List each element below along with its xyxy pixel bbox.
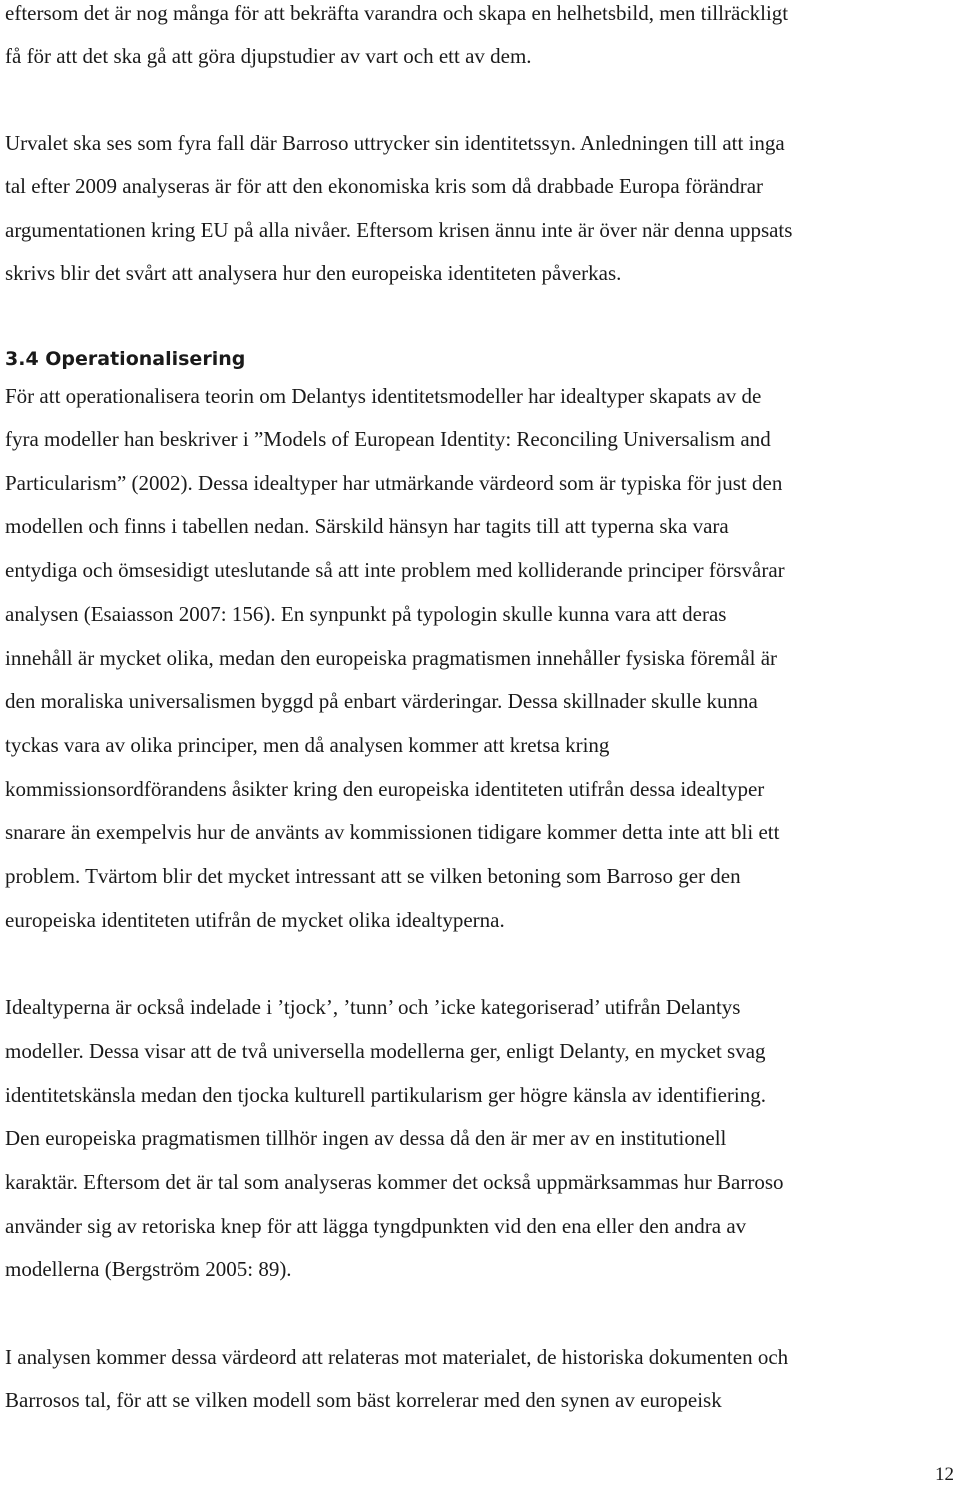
body-line: innehåll är mycket olika, medan den europeiska pragmatismen innehåller fysiska föremål är	[5, 646, 778, 670]
body-line: Particularism” (2002). Dessa idealtyper har utmärkande värdeord som är typiska för just den	[5, 471, 783, 495]
body-line: problem. Tvärtom blir det mycket intressant att se vilken betoning som Barroso ger den	[5, 864, 741, 888]
body-line: identitetskänsla medan den tjocka kulturell partikularism ger högre känsla av identifiering.	[5, 1083, 767, 1107]
section-heading: 3.4 Operationalisering	[5, 348, 246, 370]
body-line: använder sig av retoriska knep för att lägga tyngdpunkten vid den ena eller den andra av	[5, 1214, 747, 1238]
body-line: entydiga och ömsesidigt uteslutande så att inte problem med kolliderande principer försvårar	[5, 558, 785, 582]
body-line: modeller. Dessa visar att de två universella modellerna ger, enligt Delanty, en mycket svag	[5, 1039, 766, 1063]
body-line: snarare än exempelvis hur de använts av kommissionen tidigare kommer detta inte att bli ett	[5, 820, 780, 844]
body-line: För att operationalisera teorin om Delantys identitetsmodeller har idealtyper skapats av de	[5, 384, 762, 408]
body-line: Idealtyperna är också indelade i ’tjock’, ’tunn’ och ’icke kategoriserad’ utifrån Delantys	[5, 995, 741, 1019]
body-line: argumentationen kring EU på alla nivåer. Eftersom krisen ännu inte är över när denna uppsats	[5, 218, 793, 242]
page-number: 12	[935, 1464, 954, 1485]
body-line: Barrosos tal, för att se vilken modell som bäst korrelerar med den synen av europeisk	[5, 1388, 722, 1412]
body-line: Urvalet ska ses som fyra fall där Barroso uttrycker sin identitetssyn. Anledningen till att inga	[5, 131, 785, 155]
body-line: tal efter 2009 analyseras är för att den ekonomiska kris som då drabbade Europa förändrar	[5, 174, 764, 198]
body-line: skrivs blir det svårt att analysera hur den europeiska identiteten påverkas.	[5, 261, 622, 285]
body-line: modellerna (Bergström 2005: 89).	[5, 1257, 292, 1281]
body-line: karaktär. Eftersom det är tal som analyseras kommer det också uppmärksammas hur Barroso	[5, 1170, 784, 1194]
body-line: I analysen kommer dessa värdeord att relateras mot materialet, de historiska dokumenten och	[5, 1345, 789, 1369]
body-line: modellen och finns i tabellen nedan. Särskild hänsyn har tagits till att typerna ska vara	[5, 514, 729, 538]
body-line: eftersom det är nog många för att bekräfta varandra och skapa en helhetsbild, men tillräckligt	[5, 1, 789, 25]
body-line: tyckas vara av olika principer, men då analysen kommer att kretsa kring	[5, 733, 610, 757]
body-line: analysen (Esaiasson 2007: 156). En synpunkt på typologin skulle kunna vara att deras	[5, 602, 727, 626]
body-line: kommissionsordförandens åsikter kring den europeiska identiteten utifrån dessa idealtyper	[5, 777, 765, 801]
body-line: få för att det ska gå att göra djupstudier av vart och ett av dem.	[5, 44, 532, 68]
body-line: den moraliska universalismen byggd på enbart värderingar. Dessa skillnader skulle kunna	[5, 689, 758, 713]
body-line: Den europeiska pragmatismen tillhör ingen av dessa då den är mer av en institutionell	[5, 1126, 727, 1150]
body-line: fyra modeller han beskriver i ”Models of European Identity: Reconciling Universalism and	[5, 427, 771, 451]
body-line: europeiska identiteten utifrån de mycket olika idealtyperna.	[5, 908, 505, 932]
